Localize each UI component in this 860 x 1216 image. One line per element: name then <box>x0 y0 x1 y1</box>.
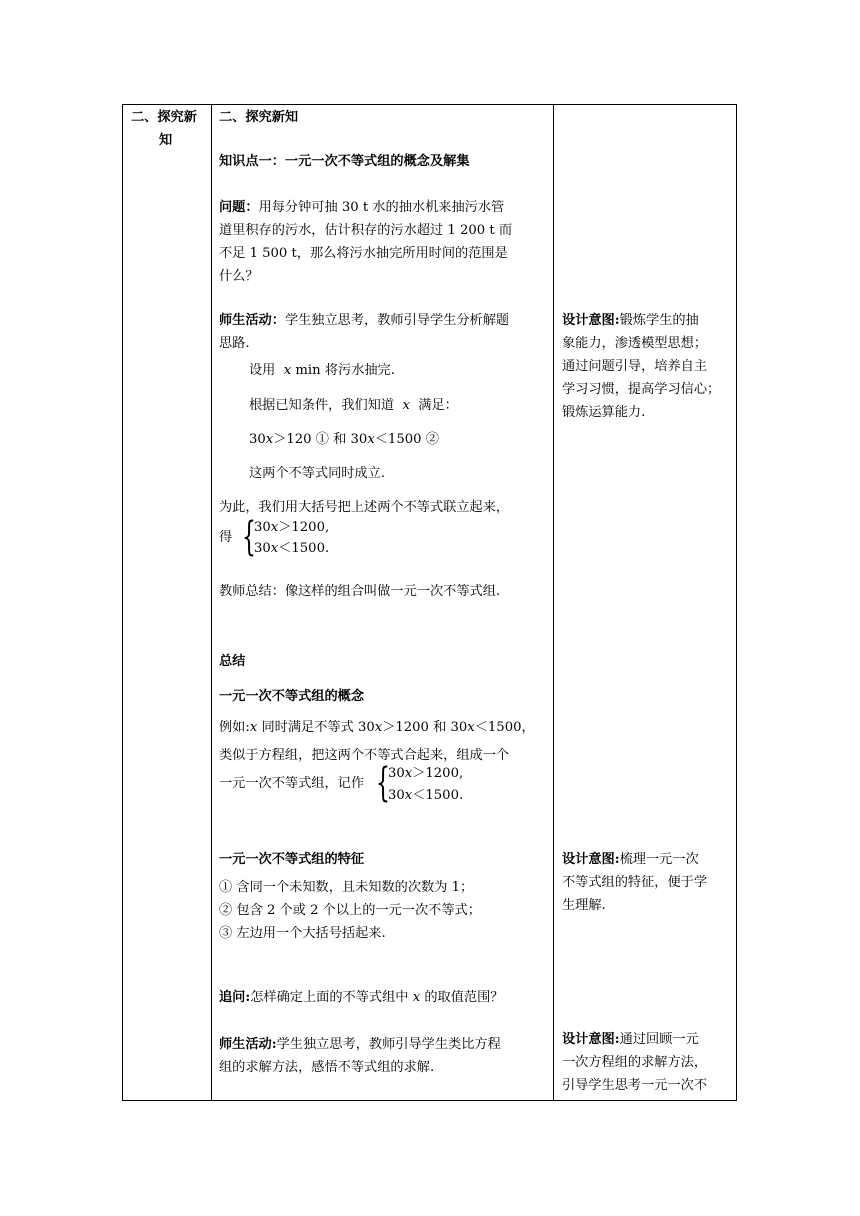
question-line-1: 问题：用每分钟可抽 30 t 水的抽水机来抽污水管 <box>219 200 505 215</box>
example-line-2: 类似于方程组，把这两个不等式合起来，组成一个 <box>219 748 510 763</box>
brace-intro-line: 为此，我们用大括号把上述两个不等式联立起来， <box>219 500 510 515</box>
features-heading: 一元一次不等式组的特征 <box>219 852 365 867</box>
section-title-line1: 二、探究新 <box>131 110 197 125</box>
question-line-4: 什么？ <box>219 269 259 284</box>
design-intent-2-line-1: 设计意图:梳理一元一次 <box>562 852 699 867</box>
design-intent-3-line-3: 引导学生思考一元一次不 <box>562 1078 708 1093</box>
design-intent-1-line-1: 设计意图:锻炼学生的抽 <box>562 313 699 328</box>
system1-row1: 30x＞1200, <box>254 520 330 535</box>
system1-row2: 30x＜1500. <box>254 541 330 556</box>
simultaneous-line: 这两个不等式同时成立. <box>249 466 386 481</box>
set-variable-line: 设用 x min 将污水抽完. <box>249 363 395 378</box>
system2-row2: 30x＜1500. <box>388 788 464 803</box>
summary-heading: 总结 <box>219 654 246 669</box>
design-intent-2-line-2: 不等式组的特征，便于学 <box>562 875 708 890</box>
feature-1: ① 含同一个未知数，且未知数的次数为 1； <box>219 880 474 895</box>
design-intent-1-line-3: 通过问题引导，培养自主 <box>562 359 708 374</box>
feature-3: ③ 左边用一个大括号括起来. <box>219 926 386 941</box>
left-brace: { <box>242 514 256 560</box>
design-intent-1-line-4: 学习习惯，提高学习信心； <box>562 382 721 397</box>
knowledge-point-heading: 知识点一：一元一次不等式组的概念及解集 <box>219 154 470 169</box>
activity-line-2: 思路. <box>219 336 250 351</box>
activity-line-1: 师生活动：学生独立思考，教师引导学生分析解题 <box>219 313 510 328</box>
question-line-2: 道里积存的污水，估计积存的污水超过 1 200 t 而 <box>219 223 513 238</box>
teacher-summary-line: 教师总结：像这样的组合叫做一元一次不等式组. <box>219 584 501 599</box>
design-intent-3-line-2: 一次方程组的求解方法， <box>562 1055 708 1070</box>
activity2-line-2: 组的求解方法，感悟不等式组的求解. <box>219 1060 435 1075</box>
column-divider-2 <box>553 105 554 1100</box>
inequalities-line: 30x＞120 ① 和 30x＜1500 ② <box>249 432 439 447</box>
left-brace: { <box>376 760 390 806</box>
design-intent-1-line-5: 锻炼运算能力. <box>562 405 646 420</box>
activity2-line-1: 师生活动:学生独立思考，教师引导学生类比方程 <box>219 1037 501 1052</box>
design-intent-3-line-1: 设计意图:通过回顾一元 <box>562 1032 699 1047</box>
known-condition-line: 根据已知条件，我们知道 x 满足： <box>249 398 458 413</box>
follow-up-question: 追问:怎样确定上面的不等式组中 x 的取值范围？ <box>219 990 504 1005</box>
design-intent-2-line-3: 生理解. <box>562 898 606 913</box>
example-line-1: 例如:x 同时满足不等式 30x＞1200 和 30x＜1500， <box>219 720 535 735</box>
section-title-line2: 知 <box>159 133 173 148</box>
question-line-3: 不足 1 500 t，那么将污水抽完所用时间的范围是 <box>219 246 508 261</box>
column-divider-1 <box>211 105 212 1100</box>
system2-row1: 30x＞1200, <box>388 766 464 781</box>
de-label: 得 <box>219 530 233 545</box>
feature-2: ② 包含 2 个或 2 个以上的一元一次不等式； <box>219 903 481 918</box>
example-line-3: 一元一次不等式组，记作 <box>219 776 365 791</box>
design-intent-1-line-2: 象能力，渗透模型思想； <box>562 336 708 351</box>
lesson-table <box>122 104 737 1101</box>
concept-heading: 一元一次不等式组的概念 <box>219 689 365 704</box>
content-heading: 二、探究新知 <box>219 110 299 125</box>
